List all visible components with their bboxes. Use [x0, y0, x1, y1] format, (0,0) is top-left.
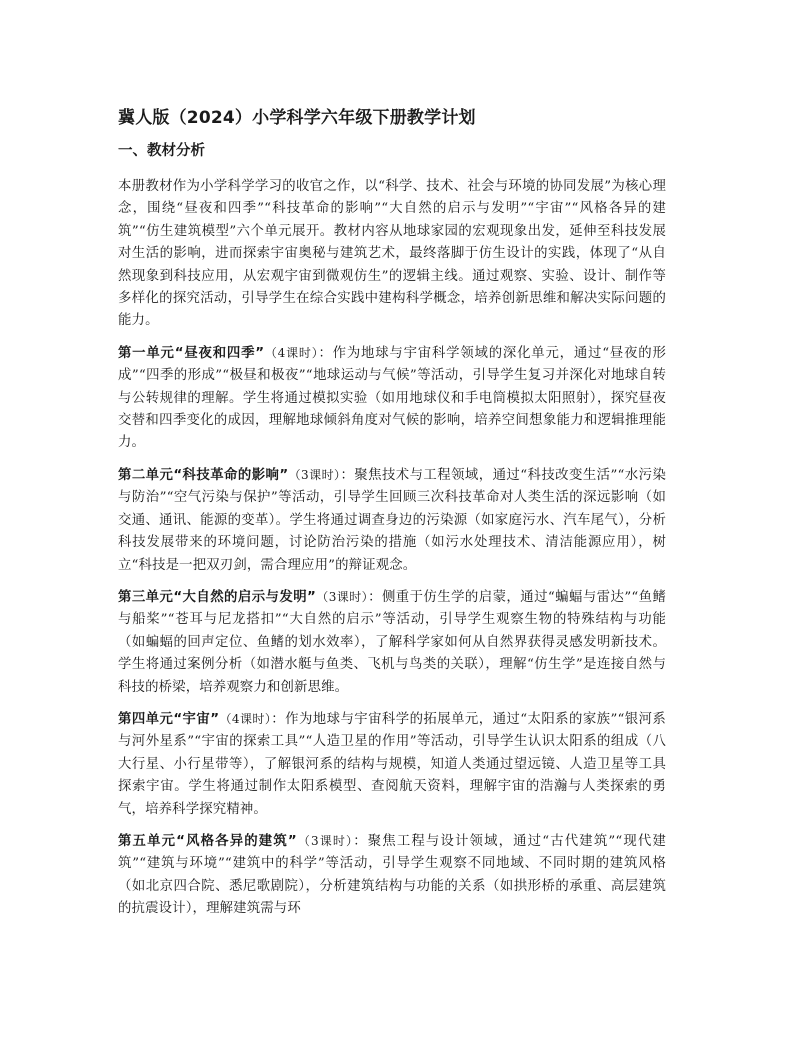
- unit-description: ：作为地球与宇宙科学的拓展单元，通过“太阳系的家族”“银河系与河外星系”“宇宙的探索工具”“人造卫星的作用”等活动，引导学生认识太阳系的组成（八大行星、小行星带等），了解银河系的结构与规模，知道人类通过望远镜、人造卫星等工具探索宇宙。学生将通过制作太阳系模型、查阅航天资料，理解宇宙的浩瀚与人类探索的勇气，培养科学探究精神。: [118, 711, 666, 817]
- unit-paragraph-3: [118, 586, 666, 699]
- unit-description: ：聚焦工程与设计领域，通过“古代建筑”“现代建筑”“建筑与环境”“建筑中的科学”等活动，引导学生观察不同地域、不同时期的建筑风格（如北京四合院、悉尼歌剧院），分析建筑结构与功能的关系（如拱形桥的承重、高层建筑的抗震设计），理解建筑需与环: [118, 833, 666, 917]
- section-heading-textbook-analysis: 一、教材分析: [118, 143, 205, 159]
- unit-description: ：作为地球与宇宙科学领域的深化单元，通过“昼夜的形成”“四季的形成”“极昼和极夜”“地球运动与气候”等活动，引导学生复习并深化对地球自转与公转规律的理解。学生将通过模拟实验（如用地球仪和手电筒模拟太阳照射），探究昼夜交替和四季变化的成因，理解地球倾斜角度对气候的影响，培养空间想象能力和逻辑推理能力。: [118, 345, 666, 451]
- unit-hours: （4课时）: [219, 711, 272, 726]
- document-page: [118, 106, 666, 930]
- unit-hours: （3课时）: [296, 833, 354, 848]
- unit-description: ：聚焦技术与工程领域，通过“科技改变生活”“水污染与防治”“空气污染与保护”等活动，引导学生回顾三次科技革命对人类生活的深远影响（如交通、通讯、能源的变革）。学生将通过调查身边的污染源（如家庭污水、汽车尾气），分析科技发展带来的环境问题，讨论防治污染的措施（如污水处理技术、清洁能源应用），树立“科技是一把双刃剑，需合理应用”的辩证观念。: [118, 467, 666, 573]
- unit-hours: （3课时）: [315, 589, 369, 604]
- intro-paragraph: 本册教材作为小学科学学习的收官之作，以“科学、技术、社会与环境的协同发展”为核心理念，围绕“昼夜和四季”“科技革命的影响”“大自然的启示与发明”“宇宙”“风格各异的建筑”“仿生建筑模型”六个单元展开。教材内容从地球家园的宏观现象出发，延伸至科技发展对生活的影响，进而探索宇宙奥秘与建筑艺术，最终落脚于仿生设计的实践，体现了“从自然现象到科技应用，从宏观宇宙到微观仿生”的逻辑主线。通过观察、实验、设计、制作等多样化的探究活动，引导学生在综合实践中建构科学概念，培养创新思维和解决实际问题的能力。: [118, 179, 666, 329]
- unit-paragraph-4: [118, 708, 666, 821]
- unit-hours: （3课时）: [288, 467, 341, 482]
- unit-hours: （4课时）: [264, 345, 319, 360]
- unit-heading: 第四单元“宇宙”: [118, 711, 220, 727]
- unit-heading: 第一单元“昼夜和四季”: [118, 345, 265, 361]
- unit-heading: 第五单元“风格各异的建筑”: [118, 833, 297, 849]
- unit-paragraph-5: [118, 830, 666, 921]
- unit-paragraph-1: [118, 342, 666, 455]
- unit-heading: 第二单元“科技革命的影响”: [118, 467, 289, 483]
- document-title: 冀人版（2024）小学科学六年级下册教学计划: [118, 108, 476, 128]
- unit-description: ：侧重于仿生学的启蒙，通过“蝙蝠与雷达”“鱼鳍与船桨”“苍耳与尼龙搭扣”“大自然的启示”等活动，引导学生观察生物的特殊结构与功能（如蝙蝠的回声定位、鱼鳍的划水效率），了解科学家如何从自然界获得灵感发明新技术。学生将通过案例分析（如潜水艇与鱼类、飞机与鸟类的关联），理解“仿生学”是连接自然与科技的桥梁，培养观察力和创新思维。: [118, 589, 666, 695]
- unit-paragraph-2: [118, 464, 666, 577]
- unit-heading: 第三单元“大自然的启示与发明”: [118, 589, 316, 605]
